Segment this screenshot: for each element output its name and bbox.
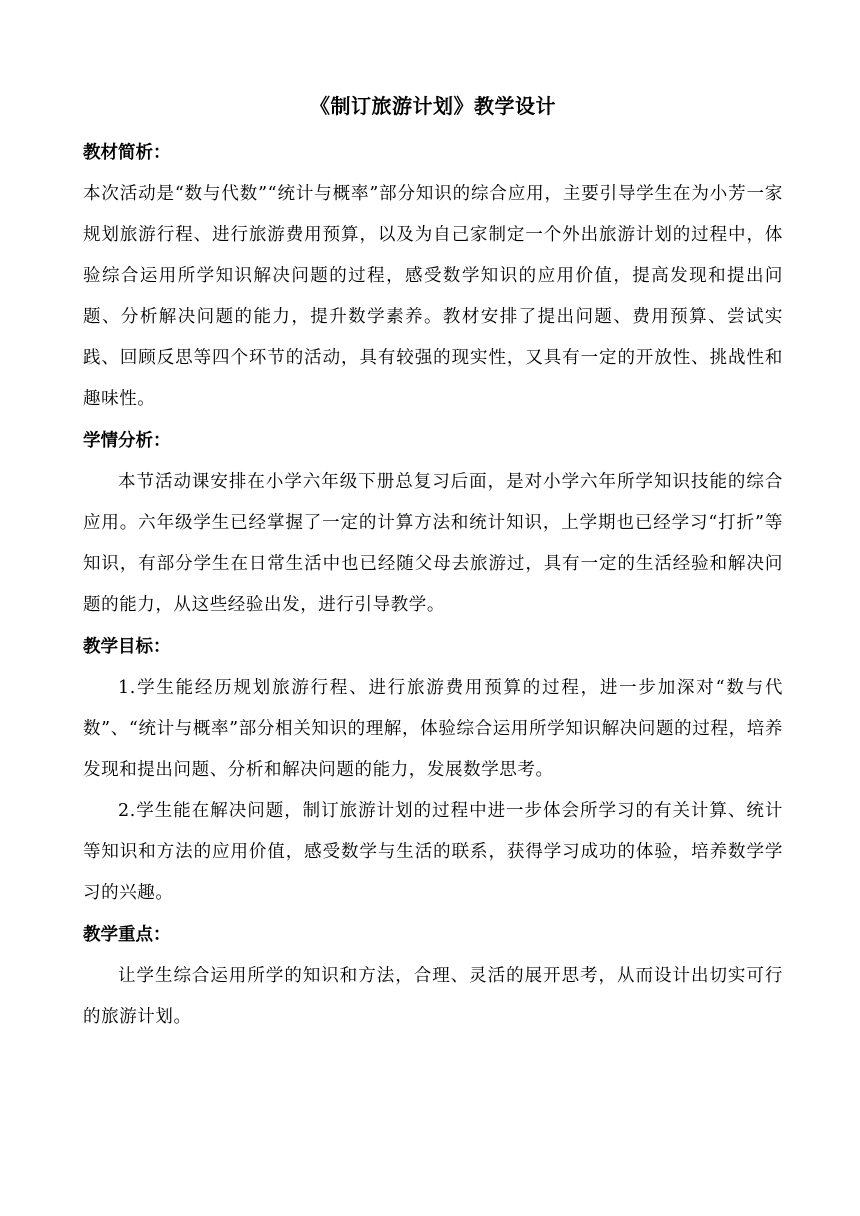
section-paragraph: 本次活动是“数与代数”“统计与概率”部分知识的综合应用，主要引导学生在为小芳一家规划旅游行程、进行旅游费用预算，以及为自己家制定一个外出旅游计划的过程中，体验综合运用所学知识解决问题的过程，感受数学知识的应用价值，提高发现和提出问题、分析解决问题的能力，提升数学素养。教材安排了提出问题、费用预算、尝试实践、回顾反思等四个环节的活动，具有较强的现实性，又具有一定的开放性、挑战性和趣味性。 [83, 184, 783, 409]
section-textbook-analysis [83, 132, 783, 420]
document-page [83, 88, 783, 1038]
document-title: 《制订旅游计划》教学设计 [310, 94, 556, 118]
section-paragraph: 本节活动课安排在小学六年级下册总复习后面，是对小学六年所学知识技能的综合应用。六年级学生已经掌握了一定的计算方法和统计知识，上学期也已经学习“打折”等知识，有部分学生在日常生活中也已经随父母去旅游过，具有一定的生活经验和解决问题的能力，从这些经验出发，进行引导教学。 [83, 472, 783, 615]
section-heading: 教学目标： [83, 637, 171, 657]
section-teaching-focus [83, 914, 783, 1038]
section-heading: 学情分析： [83, 431, 171, 451]
section-paragraph: 2.学生能在解决问题，制订旅游计划的过程中进一步体会所学习的有关计算、统计等知识和方法的应用价值，感受数学与生活的联系，获得学习成功的体验，培养数学学习的兴趣。 [83, 801, 783, 903]
section-heading: 教材简析： [83, 143, 171, 163]
section-paragraph: 1.学生能经历规划旅游行程、进行旅游费用预算的过程，进一步加深对“数与代数”、“统计与概率”部分相关知识的理解，体验综合运用所学知识解决问题的过程，培养发现和提出问题、分析和解决问题的能力，发展数学思考。 [83, 678, 783, 780]
section-student-analysis [83, 420, 783, 626]
section-teaching-objectives [83, 626, 783, 914]
section-paragraph: 让学生综合运用所学的知识和方法，合理、灵活的展开思考，从而设计出切实可行的旅游计划。 [83, 966, 783, 1027]
section-heading: 教学重点： [83, 925, 171, 945]
